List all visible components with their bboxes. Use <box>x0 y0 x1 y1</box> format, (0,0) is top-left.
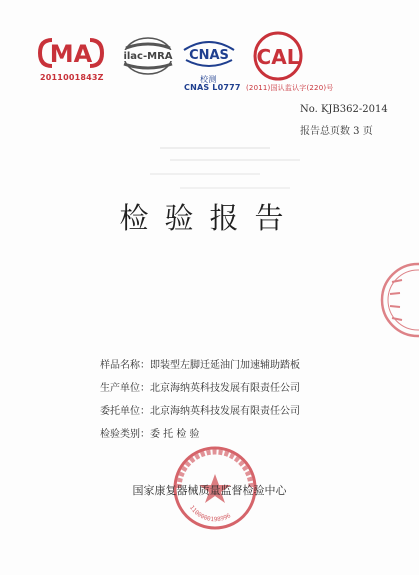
faint-watermark-lines <box>150 140 310 200</box>
ilac-emblem-text: ilac-MRA <box>123 51 173 62</box>
cma-emblem-text: MA <box>49 40 93 68</box>
cnas-emblem-text: CNAS <box>189 48 229 63</box>
issuing-organization: 国家康复器械质量监督检验中心 <box>132 484 287 497</box>
manufacturer-value: 北京海纳英科技发展有限责任公司 <box>150 383 300 394</box>
field-row-manufacturer <box>100 375 300 398</box>
cma-emblem <box>38 36 104 70</box>
cma-logo <box>38 36 104 70</box>
inspection-type-value: 委 托 检 验 <box>150 429 200 440</box>
sample-info-fields <box>100 352 300 444</box>
cnas-logo <box>180 36 238 74</box>
side-seal-partial <box>372 260 419 340</box>
ilac-globe-icon <box>118 34 178 78</box>
svg-text:1100000198996 <box>188 504 232 523</box>
client-value: 北京海纳英科技发展有限责任公司 <box>150 406 300 417</box>
page-title: 检验报告 <box>119 201 300 235</box>
sample-name-label: 样品名称： <box>100 360 150 371</box>
cnas-sub-label: 校测 <box>200 75 217 84</box>
total-pages: 报告总页数 3 页 <box>300 126 373 137</box>
cal-code: (2011)国认监认字(220)号 <box>246 84 334 92</box>
cal-logo <box>252 30 304 82</box>
inspection-type-label: 检验类别： <box>100 429 150 440</box>
cnas-code: CNAS L0777 <box>184 83 241 92</box>
cnas-emblem <box>180 36 238 74</box>
cal-emblem-text: CAL <box>256 45 300 69</box>
cma-code: 2011001843Z <box>40 73 104 82</box>
report-number: No. KJB362-2014 <box>300 104 388 115</box>
sample-name-value: 即装型左脚迁延油门加速辅助踏板 <box>150 360 300 371</box>
client-label: 委托单位： <box>100 406 150 417</box>
seal-number: 1100000198996 <box>187 504 233 524</box>
cal-emblem <box>252 30 304 82</box>
field-row-sample-name <box>100 352 300 375</box>
manufacturer-label: 生产单位： <box>100 383 150 394</box>
ilac-mra-logo <box>118 34 178 78</box>
field-row-client <box>100 398 300 421</box>
